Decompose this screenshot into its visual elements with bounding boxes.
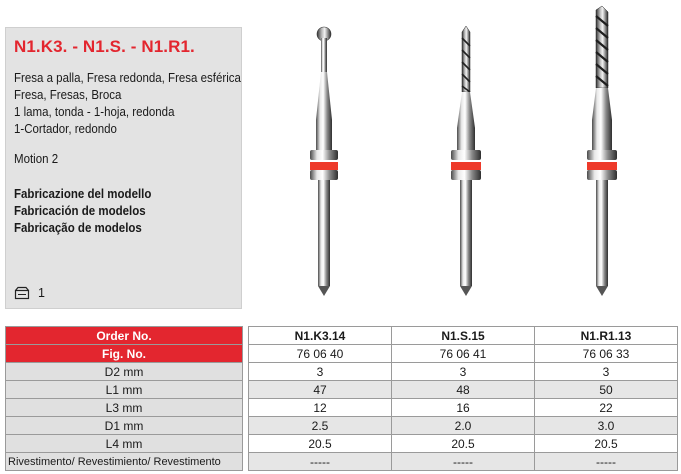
package-icon [14,286,30,300]
l3-cell: 22 [535,399,678,417]
d2-cell: 3 [535,363,678,381]
label-l1: L1 mm [6,381,243,399]
coating-cell: ----- [249,453,392,471]
tool-illustrations [250,0,680,320]
motion-label: Motion 2 [14,152,59,166]
row-l3 [6,399,678,417]
row-l1 [6,381,678,399]
description-line: 1-Cortador, redondo [14,122,117,136]
package-qty-value: 1 [38,286,45,300]
description-line: Fresa, Fresas, Broca [14,88,122,102]
d1-cell: 2.5 [249,417,392,435]
coating-cell: ----- [535,453,678,471]
tool-round-cutter [587,6,617,296]
order-no-cell: N1.K3.14 [249,327,392,345]
l4-cell: 20.5 [249,435,392,453]
tool-twist-drill [451,26,481,296]
l1-cell: 50 [535,381,678,399]
label-order-no: Order No. [6,327,243,345]
l3-cell: 12 [249,399,392,417]
l3-cell: 16 [392,399,535,417]
l4-cell: 20.5 [535,435,678,453]
fig-no-cell: 76 06 41 [392,345,535,363]
product-info-panel [5,27,242,309]
label-l3: L3 mm [6,399,243,417]
fig-no-cell: 76 06 33 [535,345,678,363]
row-d1 [6,417,678,435]
d1-cell: 3.0 [535,417,678,435]
row-coating [6,453,678,471]
d1-cell: 2.0 [392,417,535,435]
application-list [14,186,151,237]
label-fig-no: Fig. No. [6,345,243,363]
fig-no-cell: 76 06 40 [249,345,392,363]
label-coating: Rivestimento/ Revestimiento/ Revestimento [6,453,243,471]
specification-table [5,326,678,471]
application-line: Fabricazione del modello [14,187,152,201]
row-d2 [6,363,678,381]
coating-cell: ----- [392,453,535,471]
l1-cell: 47 [249,381,392,399]
description-line: 1 lama, tonda - 1-hoja, redonda [14,105,175,119]
product-title: N1.K3. - N1.S. - N1.R1. [14,37,195,56]
order-no-cell: N1.R1.13 [535,327,678,345]
label-l4: L4 mm [6,435,243,453]
application-line: Fabricação de modelos [14,221,142,235]
d2-cell: 3 [249,363,392,381]
application-line: Fabricación de modelos [14,204,146,218]
d2-cell: 3 [392,363,535,381]
row-l4 [6,435,678,453]
label-d1: D1 mm [6,417,243,435]
label-d2: D2 mm [6,363,243,381]
l4-cell: 20.5 [392,435,535,453]
package-quantity [14,286,45,300]
row-fig-no [6,345,678,363]
l1-cell: 48 [392,381,535,399]
tool-ball-bur [310,27,338,296]
order-no-cell: N1.S.15 [392,327,535,345]
product-description [14,70,241,138]
row-order-no [6,327,678,345]
description-line: Fresa a palla, Fresa redonda, Fresa esférica [14,71,241,85]
